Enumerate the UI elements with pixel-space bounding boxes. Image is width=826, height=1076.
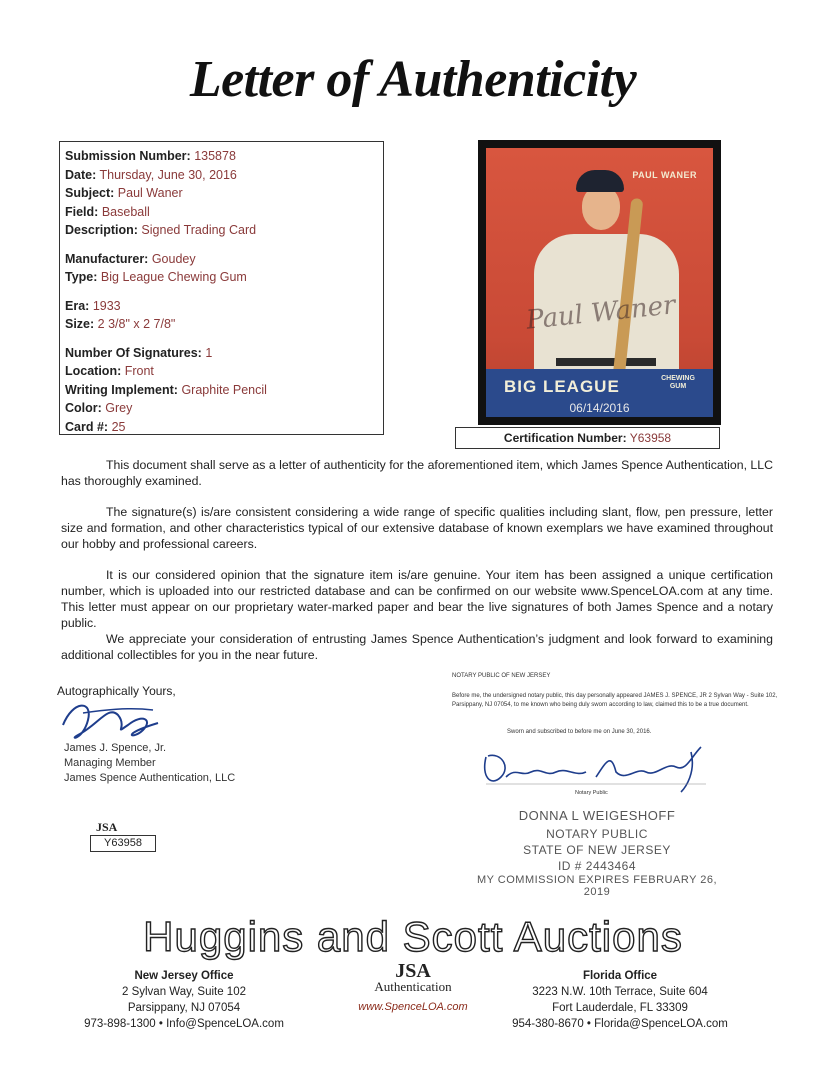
notary-stamp-id: ID # 2443464 — [557, 859, 637, 873]
paragraph-opinion: It is our considered opinion that the signature item is/are genuine. Your item has been assigned a unique certification number, which is uploaded into our restricted database and can be confirmed on our website www.SpenceLOA.com at any time. This letter must appear on our proprietary water-marked paper and bear the live signatures of both James Spence and a notary public. — [61, 568, 773, 630]
detail-value: 135878 — [194, 149, 236, 163]
detail-row-submission — [65, 147, 383, 166]
detail-value: 25 — [111, 419, 126, 434]
detail-value: Baseball — [101, 204, 150, 219]
detail-label: Submission Number: — [65, 149, 191, 163]
office-address-line: Parsippany, NJ 07054 — [127, 1002, 241, 1014]
detail-label: Card #: — [65, 419, 109, 434]
signer-name: James J. Spence, Jr. — [64, 742, 167, 754]
detail-value: Thursday, June 30, 2016 — [99, 167, 237, 182]
detail-value: Paul Waner — [117, 186, 183, 200]
watermark: Huggins and Scott Auctions — [143, 913, 683, 960]
detail-row-size — [65, 315, 383, 334]
detail-value: 1 — [205, 345, 213, 360]
detail-value: Grey — [105, 401, 133, 415]
player-cap — [576, 170, 624, 192]
detail-label: Field: — [65, 204, 99, 219]
office-heading: Florida Office — [582, 970, 658, 982]
detail-label: Color: — [65, 401, 102, 415]
card-autograph: Paul Waner — [524, 290, 677, 336]
jsa-logo-text: Authentication — [374, 979, 452, 994]
detail-label: Description: — [65, 223, 138, 237]
detail-row-field — [65, 203, 383, 222]
paragraph-analysis: The signature(s) is/are consistent considering a wide range of specific qualities including slant, flow, pen pressure, letter size and formation, and other characteristics typical of our extensive database of known exemplars we have examined throughout our hobby and professional careers. — [61, 505, 773, 551]
detail-value: 1933 — [92, 298, 121, 313]
detail-row-era — [65, 297, 383, 316]
notary-heading: NOTARY PUBLIC OF NEW JERSEY — [452, 673, 551, 679]
signer-company: James Spence Authentication, LLC — [64, 772, 236, 784]
card-banner — [486, 369, 713, 417]
office-address-line: Fort Lauderdale, FL 33309 — [552, 1002, 688, 1014]
detail-value: Front — [124, 364, 154, 378]
detail-label: Writing Implement: — [65, 382, 178, 397]
certification-box — [455, 427, 720, 449]
paragraph-intro: This document shall serve as a letter of authenticity for the aforementioned item, which James Spence Authentication, LLC has thoroughly examined. — [61, 458, 773, 488]
office-florida — [512, 968, 728, 1032]
office-address-line: 3223 N.W. 10th Terrace, Suite 604 — [532, 986, 708, 998]
jsa-sticker-logo: JSA — [96, 820, 118, 834]
banner-title: BIG LEAGUE — [504, 377, 620, 396]
notary-name: DONNA L WEIGESHOFF — [518, 808, 676, 823]
office-contact: 973-898-1300 • Info@SpenceLOA.com — [84, 1018, 284, 1030]
item-details-box — [59, 141, 384, 435]
detail-row-location — [65, 362, 383, 381]
detail-value: Goudey — [151, 251, 196, 266]
notary-public-label: Notary Public — [575, 790, 608, 796]
detail-row-writing-implement — [65, 381, 383, 400]
detail-value: Graphite Pencil — [181, 382, 267, 397]
detail-row-manufacturer — [65, 250, 383, 269]
detail-value: Big League Chewing Gum — [100, 270, 247, 284]
website-link[interactable]: www.SpenceLOA.com — [358, 1001, 468, 1013]
office-contact: 954-380-8670 • Florida@SpenceLOA.com — [512, 1018, 728, 1030]
detail-value: 2 3/8" x 2 7/8" — [97, 317, 176, 331]
player-belt — [556, 358, 656, 366]
detail-label: Location: — [65, 364, 122, 378]
paragraph-appreciation: We appreciate your consideration of entrusting James Spence Authentication’s judgment and look forward to examining additional collectibles for you in the near future. — [61, 632, 773, 662]
card-player-name: PAUL WANER — [632, 170, 697, 180]
office-address-line: 2 Sylvan Way, Suite 102 — [121, 986, 246, 998]
signer-role: Managing Member — [64, 757, 156, 769]
footer-logo — [345, 962, 481, 1013]
card-date-stamp: 06/14/2016 — [569, 401, 630, 415]
detail-label: Subject: — [65, 186, 115, 200]
detail-value: Signed Trading Card — [141, 223, 257, 237]
detail-row-card-number — [65, 418, 383, 437]
detail-row-type — [65, 268, 383, 287]
detail-label: Type: — [65, 270, 98, 284]
detail-row-signatures — [65, 344, 383, 363]
trading-card-image — [478, 140, 721, 425]
detail-row-color — [65, 399, 383, 418]
page-title: Letter of Authenticity — [189, 51, 637, 108]
detail-row-subject — [65, 184, 383, 203]
card-artwork — [486, 148, 713, 417]
banner-subtitle: CHEWING GUM — [661, 375, 695, 390]
closing-line: Autographically Yours, — [57, 684, 176, 698]
notary-signature — [476, 742, 716, 794]
certification-number: Y63958 — [629, 431, 672, 445]
detail-label: Date: — [65, 167, 97, 182]
notary-sworn-line: Sworn and subscribed to before me on June 30, 2016. — [507, 729, 652, 735]
notary-statement: Before me, the undersigned notary public, this day personally appeared JAMES J. SPENCE, JR 2 Sylvan Way - Suite 102, Parsippany, NJ 07054, to me known who being duly sworn according to law, claimed this to be a true document. — [452, 693, 778, 708]
detail-label: Number Of Signatures: — [65, 345, 202, 360]
detail-label: Size: — [65, 317, 95, 331]
office-new-jersey — [84, 968, 284, 1032]
detail-label: Manufacturer: — [65, 251, 149, 266]
jsa-sticker — [90, 820, 160, 854]
office-heading: New Jersey Office — [134, 970, 234, 982]
certification-label: Certification Number: — [503, 431, 627, 445]
player-face — [582, 186, 620, 230]
jsa-sticker-number: Y63958 — [90, 835, 156, 852]
detail-row-description — [65, 221, 383, 240]
james-spence-signature — [58, 695, 173, 745]
notary-stamp-expiry: MY COMMISSION EXPIRES FEBRUARY 26, 2019 — [476, 874, 718, 898]
notary-stamp-state: STATE OF NEW JERSEY — [523, 843, 671, 857]
detail-label: Era: — [65, 298, 90, 313]
notary-stamp-line: NOTARY PUBLIC — [546, 827, 648, 841]
jsa-logo: JSA — [395, 960, 431, 982]
detail-row-date — [65, 166, 383, 185]
